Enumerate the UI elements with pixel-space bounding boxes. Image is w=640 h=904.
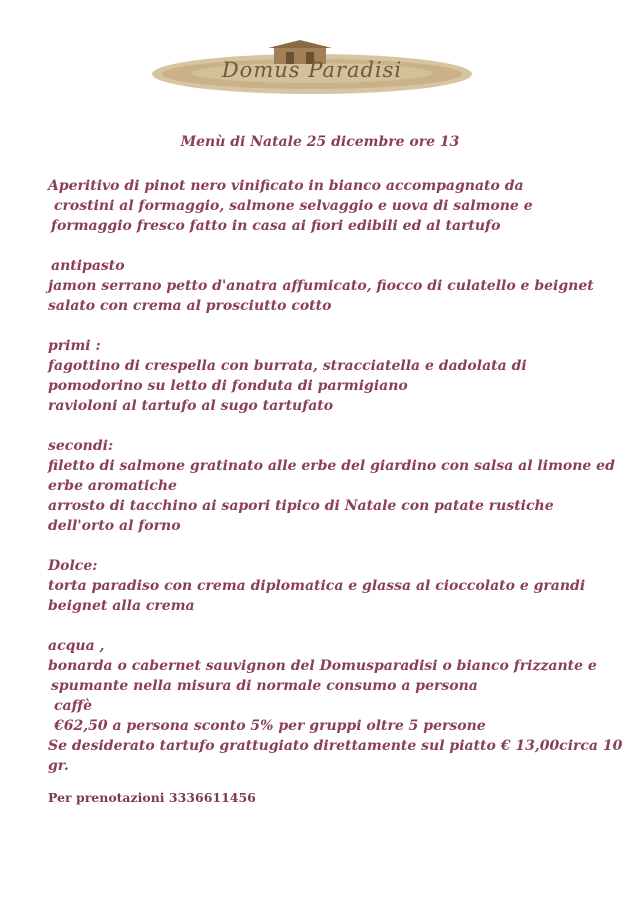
logo-text: Domus Paradisi — [221, 58, 403, 82]
primi-section — [48, 336, 608, 416]
dish-line: beignet alla crema — [48, 598, 195, 614]
section-heading: secondi: — [48, 438, 114, 454]
aperitivo-line: formaggio fresco fatto in casa ai fiori edibili ed al tartufo — [51, 218, 501, 234]
drink-line: bonarda o cabernet sauvignon del Domusparadisi o bianco frizzante e — [48, 658, 597, 674]
aperitivo-section — [48, 176, 608, 236]
dish-line: torta paradiso con crema diplomatica e glassa al cioccolato e grandi — [48, 578, 586, 594]
section-heading: acqua , — [48, 638, 105, 654]
section-heading: antipasto — [51, 258, 125, 274]
aperitivo-line: Aperitivo di pinot nero vinificato in bianco accompagnato da — [48, 178, 524, 194]
menu-title: Menù di Natale 25 dicembre ore 13 — [180, 134, 460, 150]
section-heading: primi : — [48, 338, 101, 354]
dish-line: ravioloni al tartufo al sugo tartufato — [48, 398, 334, 414]
dish-line: salato con crema al prosciutto cotto — [48, 298, 332, 314]
dish-line: jamon serrano petto d'anatra affumicato, fiocco di culatello e beignet — [48, 278, 594, 294]
secondi-section — [48, 436, 615, 536]
booking-phone: Per prenotazioni 3336611456 — [48, 790, 256, 805]
dish-line: erbe aromatiche — [48, 478, 177, 494]
dolce-section — [48, 556, 608, 616]
dish-line: fagottino di crespella con burrata, stracciatella e dadolata di — [48, 358, 527, 374]
bevande-section — [48, 636, 623, 776]
aperitivo-line: crostini al formaggio, salmone selvaggio e uova di salmone e — [54, 198, 533, 214]
domus-paradisi-logo — [148, 40, 476, 104]
section-heading: Dolce: — [48, 558, 98, 574]
truffle-option-line: Se desiderato tartufo grattugiato direttamente sul piatto € 13,00circa 10 — [48, 738, 623, 754]
price-line: €62,50 a persona sconto 5% per gruppi oltre 5 persone — [54, 718, 486, 734]
dish-line: pomodorino su letto di fonduta di parmigiano — [48, 378, 408, 394]
truffle-option-line: gr. — [48, 758, 69, 774]
dish-line: arrosto di tacchino ai sapori tipico di Natale con patate rustiche — [48, 498, 554, 514]
drink-line: spumante nella misura di normale consumo a persona — [51, 678, 478, 694]
dish-line: filetto di salmone gratinato alle erbe del giardino con salsa al limone ed — [48, 458, 615, 474]
drink-line: caffè — [54, 698, 93, 714]
dish-line: dell'orto al forno — [48, 518, 181, 534]
antipasto-section — [48, 256, 608, 316]
